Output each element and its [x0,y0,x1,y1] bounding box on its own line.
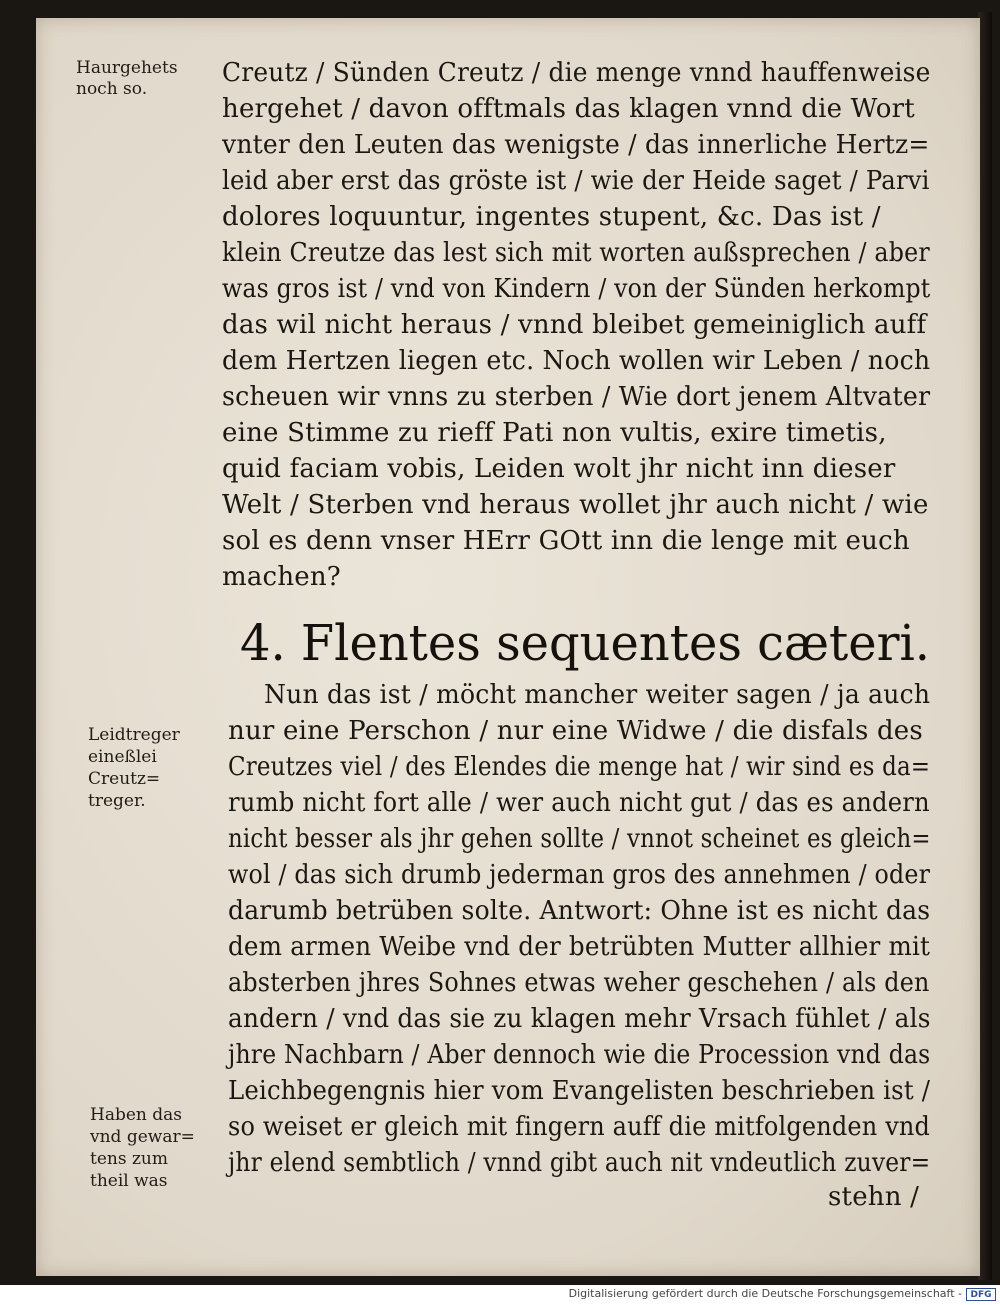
book-page [36,18,980,1276]
text-line: vnter den Leuten das wenigste / das innerliche Hertz= [222,130,930,160]
text-line: Creutz / Sünden Creutz / die menge vnnd hauffenweise [222,58,931,88]
page-edge-shadow [978,12,992,1280]
text-line: wol / das sich drumb jederman gros des annehmen / oder [228,860,931,890]
margin-note-2 [88,724,180,812]
margin-note-line: Leidtreger [88,725,180,745]
margin-note-line: Creutz= [88,769,161,789]
text-line: dem Hertzen liegen etc. Noch wollen wir Leben / noch [222,346,931,376]
text-line: nicht besser als jhr gehen sollte / vnnot scheinet es gleich= [228,824,931,854]
section-heading: 4. Flentes sequentes cæteri. [240,614,931,672]
text-line: andern / vnd das sie zu klagen mehr Vrsach fühlet / als [228,1004,931,1034]
margin-note-3 [90,1104,195,1192]
margin-note-line: tens zum [90,1149,168,1169]
margin-note-line: noch so. [76,79,148,99]
text-line: Welt / Sterben vnd heraus wollet jhr auch nicht / wie [222,490,929,520]
text-line: stehn / [828,1182,920,1212]
text-line: so weiset er gleich mit fingern auff die mitfolgenden vnd [228,1112,931,1142]
text-line: sol es denn vnser HErr GOtt inn die lenge mit euch [222,526,910,556]
text-line: jhr elend sembtlich / vnnd gibt auch nit vndeutlich zuver= [228,1148,931,1178]
margin-note-1 [76,58,178,100]
margin-note-line: eineßlei [88,747,157,767]
text-line: scheuen wir vnns zu sterben / Wie dort jenem Altvater [222,382,931,412]
text-line: eine Stimme zu rieff Pati non vultis, exire timetis, [222,418,887,448]
text-line: dolores loquuntur, ingentes stupent, &c. Das ist / [222,202,881,232]
text-line: absterben jhres Sohnes etwas weher geschehen / als den [228,968,930,998]
footer-bar [0,1285,1000,1305]
text-line: rumb nicht fort alle / wer auch nicht gut / das es andern [228,788,930,818]
margin-note-line: Haben das [90,1105,182,1125]
text-line: machen? [222,562,341,592]
text-line: leid aber erst das gröste ist / wie der Heide saget / Parvi [222,166,930,196]
text-line: darumb betrüben solte. Antwort: Ohne ist es nicht das [228,896,931,926]
margin-note-line: vnd gewar= [90,1127,195,1147]
text-line: klein Creutze das lest sich mit worten außsprechen / aber [222,238,930,268]
text-line: quid faciam vobis, Leiden wolt jhr nicht inn dieser [222,454,896,484]
text-line: hergehet / davon offtmals das klagen vnnd die Wort [222,94,915,124]
text-line: Creutzes viel / des Elendes die menge hat / wir sind es da= [228,752,931,782]
text-line: dem armen Weibe vnd der betrübten Mutter allhier mit [228,932,931,962]
footer-credit: Digitalisierung gefördert durch die Deutsche Forschungsgemeinschaft - [568,1287,962,1300]
text-line: das wil nicht heraus / vnnd bleibet gemeiniglich auff [222,310,927,340]
text-line: Leichbegengnis hier vom Evangelisten beschrieben ist / [228,1076,931,1106]
text-line: jhre Nachbarn / Aber dennoch wie die Procession vnd das [228,1040,931,1070]
text-line: was gros ist / vnd von Kindern / von der Sünden herkompt [222,274,931,304]
margin-note-line: Haurgehets [76,58,178,78]
text-line: Nun das ist / möcht mancher weiter sagen / ja auch [264,680,931,710]
margin-note-line: theil was [90,1171,168,1191]
dfg-logo: DFG [966,1288,996,1301]
margin-note-line: treger. [88,791,146,811]
text-line: nur eine Perschon / nur eine Widwe / die disfals des [228,716,923,746]
